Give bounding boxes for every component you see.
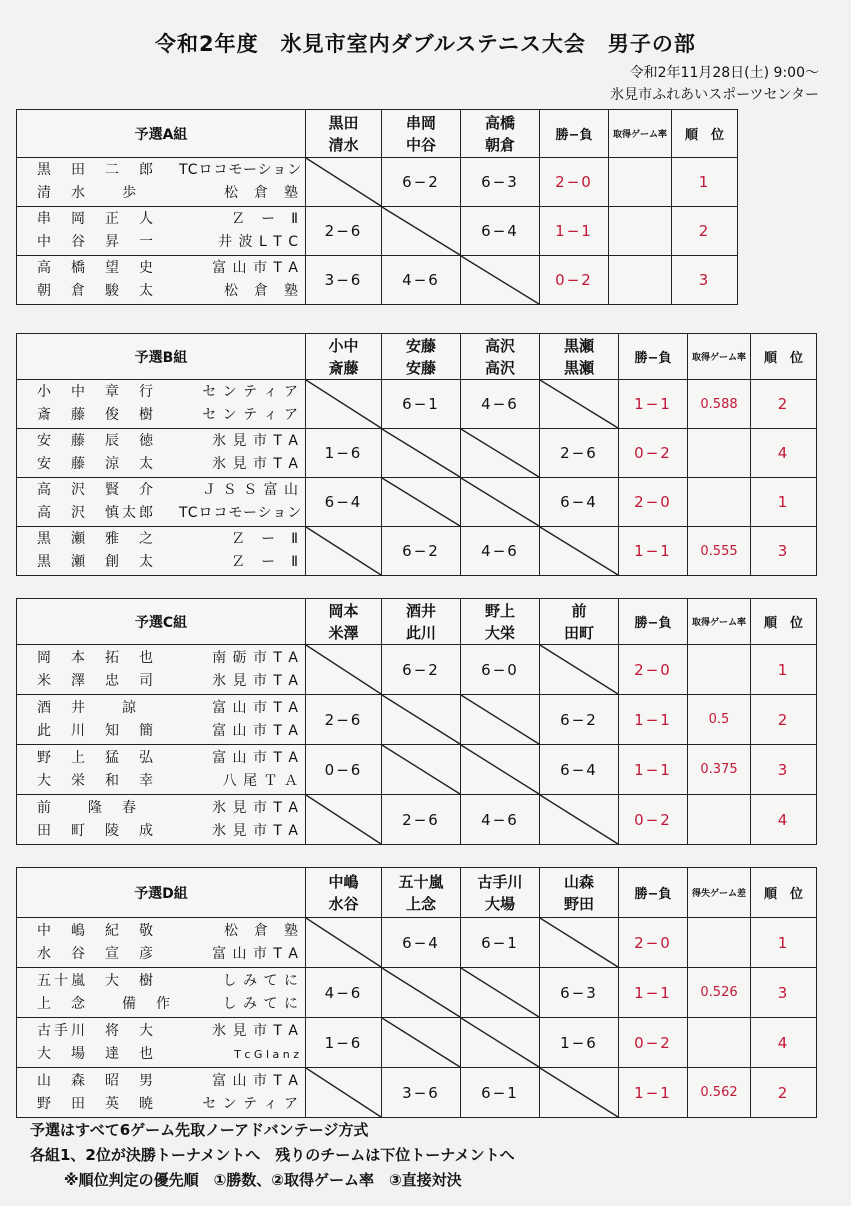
player-line <box>37 720 305 743</box>
player-club: 松 倉 塾 <box>224 185 299 201</box>
rank: 3 <box>751 527 817 576</box>
group-table <box>16 109 738 305</box>
empty-cell <box>461 256 540 305</box>
opponent-name: 斎藤 <box>328 358 359 377</box>
opponent-name: 高沢 <box>484 358 515 377</box>
match-score: 6−2 <box>382 158 461 207</box>
opponent-name: 黒瀬 <box>563 336 594 355</box>
player-name: 此 川 知 簡 <box>37 722 156 739</box>
match-score: 6−1 <box>382 380 461 429</box>
player-club: 松 倉 塾 <box>224 283 299 299</box>
player-line <box>37 697 305 720</box>
opponent-name: 米澤 <box>328 623 359 642</box>
empty-cell <box>382 968 461 1018</box>
event-venue: 氷見市ふれあいスポーツセンター <box>610 87 819 103</box>
team-row <box>17 380 817 429</box>
win-loss: 1−1 <box>540 207 609 256</box>
player-club: TCロコモーション <box>179 162 303 178</box>
opponent-header <box>306 599 382 645</box>
group-name: 予選B組 <box>17 334 306 380</box>
player-name: 黒 瀬 創 太 <box>37 554 156 570</box>
team-row <box>17 918 817 968</box>
rank: 2 <box>751 695 817 745</box>
win-loss-header: 勝−負 <box>619 868 688 918</box>
win-loss-header: 勝−負 <box>540 110 609 158</box>
opponent-name: 水谷 <box>328 894 359 913</box>
win-loss: 2−0 <box>619 478 688 527</box>
opponent-name: 大場 <box>484 894 515 913</box>
game-rate <box>688 429 751 478</box>
player-club: セ ン テ ィ ア <box>202 1095 299 1112</box>
team-row <box>17 745 817 795</box>
win-loss: 0−2 <box>619 429 688 478</box>
team-row <box>17 795 817 845</box>
opponent-name: 清水 <box>328 135 359 154</box>
win-loss-header: 勝−負 <box>619 334 688 380</box>
empty-cell <box>306 380 382 429</box>
team-row <box>17 645 817 695</box>
game-rate: 0.5 <box>688 695 751 745</box>
group-table <box>16 867 817 1118</box>
player-name: 黒 田 二 郎 <box>37 162 156 178</box>
team-players <box>17 429 306 478</box>
player-name: 朝 倉 駿 太 <box>37 283 156 299</box>
team-players <box>17 1018 306 1068</box>
match-score: 6−3 <box>540 968 619 1018</box>
win-loss-header: 勝−負 <box>619 599 688 645</box>
player-club: T c G l a n z <box>234 1047 299 1061</box>
empty-cell <box>306 645 382 695</box>
win-loss: 2−0 <box>540 158 609 207</box>
empty-cell <box>461 745 540 795</box>
match-score: 4−6 <box>306 968 382 1018</box>
group-table <box>16 333 817 576</box>
group-name: 予選C組 <box>17 599 306 645</box>
player-club: TCロコモーション <box>179 505 303 521</box>
match-score: 6−0 <box>461 645 540 695</box>
rank: 3 <box>751 745 817 795</box>
opponent-name: 上念 <box>405 894 436 913</box>
match-score: 6−1 <box>461 1068 540 1118</box>
match-score: 6−4 <box>461 207 540 256</box>
player-club: 井 波 L T C <box>218 234 299 250</box>
opponent-header <box>461 110 540 158</box>
opponent-name: 黒田 <box>328 113 359 132</box>
player-line <box>37 528 305 551</box>
team-row <box>17 478 817 527</box>
player-name: 上 念 備 作 <box>37 995 173 1012</box>
player-club: 氷 見 市 T A <box>212 799 299 816</box>
opponent-name: 高橋 <box>484 113 515 132</box>
team-row <box>17 1068 817 1118</box>
player-name: 串 岡 正 人 <box>37 211 156 227</box>
rank: 1 <box>672 158 738 207</box>
opponent-header <box>306 110 382 158</box>
player-line <box>37 770 305 793</box>
empty-cell <box>540 380 619 429</box>
opponent-name: 岡本 <box>328 601 359 620</box>
player-name: 高 沢 慎太郎 <box>37 505 156 521</box>
team-players <box>17 256 306 305</box>
match-score: 6−4 <box>540 745 619 795</box>
team-players <box>17 158 306 207</box>
rank: 3 <box>751 968 817 1018</box>
opponent-name: 中嶋 <box>328 872 359 891</box>
player-name: 大 場 達 也 <box>37 1045 156 1062</box>
player-line <box>37 1093 305 1116</box>
win-loss: 1−1 <box>619 968 688 1018</box>
opponent-name: 小中 <box>328 336 359 355</box>
player-line <box>37 747 305 770</box>
player-line <box>37 381 305 404</box>
empty-cell <box>540 1068 619 1118</box>
match-score: 2−6 <box>382 795 461 845</box>
opponent-header <box>306 868 382 918</box>
opponent-name: 串岡 <box>405 113 436 132</box>
empty-cell <box>382 429 461 478</box>
player-line <box>37 551 305 574</box>
game-rate: 0.562 <box>688 1068 751 1118</box>
opponent-name: 此川 <box>405 623 436 642</box>
player-name: 五十嵐 大 樹 <box>37 972 156 989</box>
team-row <box>17 207 738 256</box>
player-name: 岡 本 拓 也 <box>37 649 156 666</box>
player-line <box>37 430 305 453</box>
empty-cell <box>540 795 619 845</box>
empty-cell <box>461 968 540 1018</box>
team-row <box>17 158 738 207</box>
empty-cell <box>540 645 619 695</box>
player-name: 清 水 歩 <box>37 185 139 201</box>
player-club: 富 山 市 T A <box>212 699 299 716</box>
empty-cell <box>306 918 382 968</box>
page-title: 令和2年度 氷見市室内ダブルステニス大会 男子の部 <box>155 32 696 56</box>
match-score: 6−2 <box>382 527 461 576</box>
game-rate: 0.555 <box>688 527 751 576</box>
win-loss: 1−1 <box>619 745 688 795</box>
opponent-header <box>540 599 619 645</box>
rank: 1 <box>751 478 817 527</box>
empty-cell <box>382 478 461 527</box>
player-name: 中 嶋 紀 敬 <box>37 922 156 939</box>
match-score: 4−6 <box>382 256 461 305</box>
opponent-name: 高沢 <box>484 336 515 355</box>
team-players <box>17 918 306 968</box>
empty-cell <box>382 1018 461 1068</box>
opponent-header <box>461 599 540 645</box>
match-score: 6−4 <box>382 918 461 968</box>
game-rate: 0.588 <box>688 380 751 429</box>
player-line <box>37 453 305 476</box>
rank: 4 <box>751 795 817 845</box>
empty-cell <box>540 918 619 968</box>
player-club: Ｚ ー Ⅱ <box>231 211 299 227</box>
match-score: 1−6 <box>306 1018 382 1068</box>
team-players <box>17 207 306 256</box>
match-score: 1−6 <box>540 1018 619 1068</box>
team-players <box>17 745 306 795</box>
team-row <box>17 429 817 478</box>
player-name: 前 隆 春 <box>37 799 139 816</box>
player-club: し み て に <box>222 972 299 989</box>
opponent-name: 田町 <box>563 623 594 642</box>
rank: 3 <box>672 256 738 305</box>
win-loss: 1−1 <box>619 380 688 429</box>
player-line <box>37 647 305 670</box>
notes <box>30 1118 515 1193</box>
player-line <box>37 943 305 966</box>
player-line <box>37 231 305 254</box>
opponent-name: 大栄 <box>484 623 515 642</box>
rank-header: 順 位 <box>751 868 817 918</box>
event-date: 令和2年11月28日(土) 9:00〜 <box>629 65 819 81</box>
player-name: 水 谷 宣 彦 <box>37 945 156 962</box>
player-line <box>37 502 305 525</box>
opponent-header <box>382 868 461 918</box>
note-advance: 各組1、2位が決勝トーナメントへ 残りのチームは下位トーナメントへ <box>30 1146 515 1164</box>
player-club: 氷 見 市 T A <box>212 433 299 449</box>
player-line <box>37 1020 305 1043</box>
empty-cell <box>382 745 461 795</box>
game-rate <box>609 158 672 207</box>
game-rate <box>688 478 751 527</box>
match-score: 4−6 <box>461 380 540 429</box>
rank: 4 <box>751 429 817 478</box>
team-row <box>17 968 817 1018</box>
player-club: 氷 見 市 T A <box>212 456 299 472</box>
rank: 1 <box>751 918 817 968</box>
player-line <box>37 1070 305 1093</box>
empty-cell <box>306 527 382 576</box>
rank-header: 順 位 <box>672 110 738 158</box>
team-players <box>17 478 306 527</box>
group-name: 予選D組 <box>17 868 306 918</box>
player-name: 中 谷 昇 一 <box>37 234 156 250</box>
player-club: Ｚ ー Ⅱ <box>231 531 299 547</box>
opponent-name: 中谷 <box>405 135 436 154</box>
match-score: 2−6 <box>540 429 619 478</box>
rank: 4 <box>751 1018 817 1068</box>
game-rate-header: 取得ゲーム率 <box>688 334 751 380</box>
opponent-header <box>540 868 619 918</box>
match-score: 2−6 <box>306 695 382 745</box>
opponent-name: 古手川 <box>477 872 523 891</box>
empty-cell <box>461 1018 540 1068</box>
note-ranking: ※順位判定の優先順 ①勝数、②取得ゲーム率 ③直接対決 <box>64 1171 462 1189</box>
game-rate-header: 取得ゲーム率 <box>688 599 751 645</box>
empty-cell <box>306 1068 382 1118</box>
player-line <box>37 257 305 280</box>
player-name: 酒 井 諒 <box>37 699 139 716</box>
team-players <box>17 645 306 695</box>
player-name: 高 沢 賢 介 <box>37 482 156 498</box>
player-club: 松 倉 塾 <box>224 922 299 939</box>
match-score: 6−2 <box>540 695 619 745</box>
player-name: 米 澤 忠 司 <box>37 672 156 689</box>
player-line <box>37 159 305 182</box>
empty-cell <box>461 695 540 745</box>
player-club: セ ン テ ィ ア <box>202 384 299 400</box>
match-score: 4−6 <box>461 795 540 845</box>
team-players <box>17 1068 306 1118</box>
team-players <box>17 968 306 1018</box>
win-loss: 2−0 <box>619 645 688 695</box>
rank: 2 <box>672 207 738 256</box>
game-rate: 0.526 <box>688 968 751 1018</box>
player-name: 山 森 昭 男 <box>37 1072 156 1089</box>
team-row <box>17 256 738 305</box>
opponent-name: 山森 <box>563 872 594 891</box>
match-score: 6−1 <box>461 918 540 968</box>
team-players <box>17 795 306 845</box>
player-line <box>37 182 305 205</box>
win-loss: 1−1 <box>619 695 688 745</box>
team-players <box>17 527 306 576</box>
win-loss: 1−1 <box>619 1068 688 1118</box>
player-line <box>37 920 305 943</box>
win-loss: 2−0 <box>619 918 688 968</box>
group-table <box>16 598 817 845</box>
opponent-header <box>461 868 540 918</box>
team-row <box>17 695 817 745</box>
rank: 2 <box>751 380 817 429</box>
player-name: 黒 瀬 雅 之 <box>37 531 156 547</box>
team-players <box>17 695 306 745</box>
player-club: し み て に <box>222 995 299 1012</box>
empty-cell <box>306 795 382 845</box>
opponent-name: 朝倉 <box>484 135 515 154</box>
game-rate <box>688 645 751 695</box>
win-loss: 0−2 <box>619 795 688 845</box>
match-score: 6−4 <box>540 478 619 527</box>
empty-cell <box>540 527 619 576</box>
match-score: 2−6 <box>306 207 382 256</box>
player-name: 安 藤 涼 太 <box>37 456 156 472</box>
match-score: 6−3 <box>461 158 540 207</box>
player-name: 古手川 将 大 <box>37 1022 156 1039</box>
match-score: 6−2 <box>382 645 461 695</box>
game-rate <box>609 256 672 305</box>
player-club: 富 山 市 T A <box>212 1072 299 1089</box>
game-rate <box>609 207 672 256</box>
player-line <box>37 820 305 843</box>
player-name: 田 町 陵 成 <box>37 822 156 839</box>
match-score: 4−6 <box>461 527 540 576</box>
opponent-name: 野上 <box>484 601 515 620</box>
player-line <box>37 970 305 993</box>
team-row <box>17 527 817 576</box>
player-club: 富 山 市 T A <box>212 260 299 276</box>
opponent-name: 野田 <box>563 894 594 913</box>
opponent-header <box>382 110 461 158</box>
player-name: 野 田 英 暁 <box>37 1095 156 1112</box>
game-rate-header: 取得ゲーム率 <box>609 110 672 158</box>
player-club: Ｚ ー Ⅱ <box>231 554 299 570</box>
player-name: 安 藤 辰 徳 <box>37 433 156 449</box>
player-name: 大 栄 和 幸 <box>37 772 156 789</box>
opponent-name: 安藤 <box>405 336 436 355</box>
opponent-header <box>382 334 461 380</box>
player-club: セ ン テ ィ ア <box>202 407 299 423</box>
player-club: 氷 見 市 T A <box>212 1022 299 1039</box>
player-club: Ｊ Ｓ Ｓ 富 山 <box>202 482 299 498</box>
player-club: 氷 見 市 T A <box>212 672 299 689</box>
opponent-header <box>382 599 461 645</box>
team-row <box>17 1018 817 1068</box>
player-club: 八 尾 Ｔ Ａ <box>222 772 299 789</box>
player-name: 斎 藤 俊 樹 <box>37 407 156 423</box>
rank-header: 順 位 <box>751 334 817 380</box>
player-name: 野 上 猛 弘 <box>37 749 156 766</box>
player-club: 氷 見 市 T A <box>212 822 299 839</box>
opponent-name: 安藤 <box>405 358 436 377</box>
player-club: 富 山 市 T A <box>212 749 299 766</box>
opponent-name: 黒瀬 <box>563 358 594 377</box>
game-rate <box>688 1018 751 1068</box>
empty-cell <box>306 158 382 207</box>
opponent-header <box>461 334 540 380</box>
player-name: 高 橋 望 史 <box>37 260 156 276</box>
match-score: 1−6 <box>306 429 382 478</box>
note-format: 予選はすべて6ゲーム先取ノーアドバンテージ方式 <box>30 1121 369 1139</box>
player-line <box>37 797 305 820</box>
group-name: 予選A組 <box>17 110 306 158</box>
rank: 2 <box>751 1068 817 1118</box>
player-line <box>37 479 305 502</box>
match-score: 6−4 <box>306 478 382 527</box>
match-score: 0−6 <box>306 745 382 795</box>
player-name: 小 中 章 行 <box>37 384 156 400</box>
empty-cell <box>382 695 461 745</box>
player-line <box>37 670 305 693</box>
game-rate <box>688 795 751 845</box>
opponent-name: 五十嵐 <box>398 872 444 891</box>
player-line <box>37 208 305 231</box>
player-club: 富 山 市 T A <box>212 945 299 962</box>
opponent-name: 酒井 <box>405 601 436 620</box>
win-loss: 0−2 <box>540 256 609 305</box>
game-rate-header: 得失ゲーム差 <box>688 868 751 918</box>
rank-header: 順 位 <box>751 599 817 645</box>
empty-cell <box>382 207 461 256</box>
player-line <box>37 1043 305 1066</box>
opponent-header <box>306 334 382 380</box>
empty-cell <box>461 429 540 478</box>
opponent-name: 前 <box>571 601 587 620</box>
win-loss: 1−1 <box>619 527 688 576</box>
match-score: 3−6 <box>306 256 382 305</box>
player-club: 富 山 市 T A <box>212 722 299 739</box>
player-line <box>37 280 305 303</box>
match-score: 3−6 <box>382 1068 461 1118</box>
empty-cell <box>461 478 540 527</box>
rank: 1 <box>751 645 817 695</box>
player-line <box>37 993 305 1016</box>
player-line <box>37 404 305 427</box>
win-loss: 0−2 <box>619 1018 688 1068</box>
opponent-header <box>540 334 619 380</box>
game-rate: 0.375 <box>688 745 751 795</box>
game-rate <box>688 918 751 968</box>
team-players <box>17 380 306 429</box>
player-club: 南 砺 市 T A <box>212 649 299 666</box>
